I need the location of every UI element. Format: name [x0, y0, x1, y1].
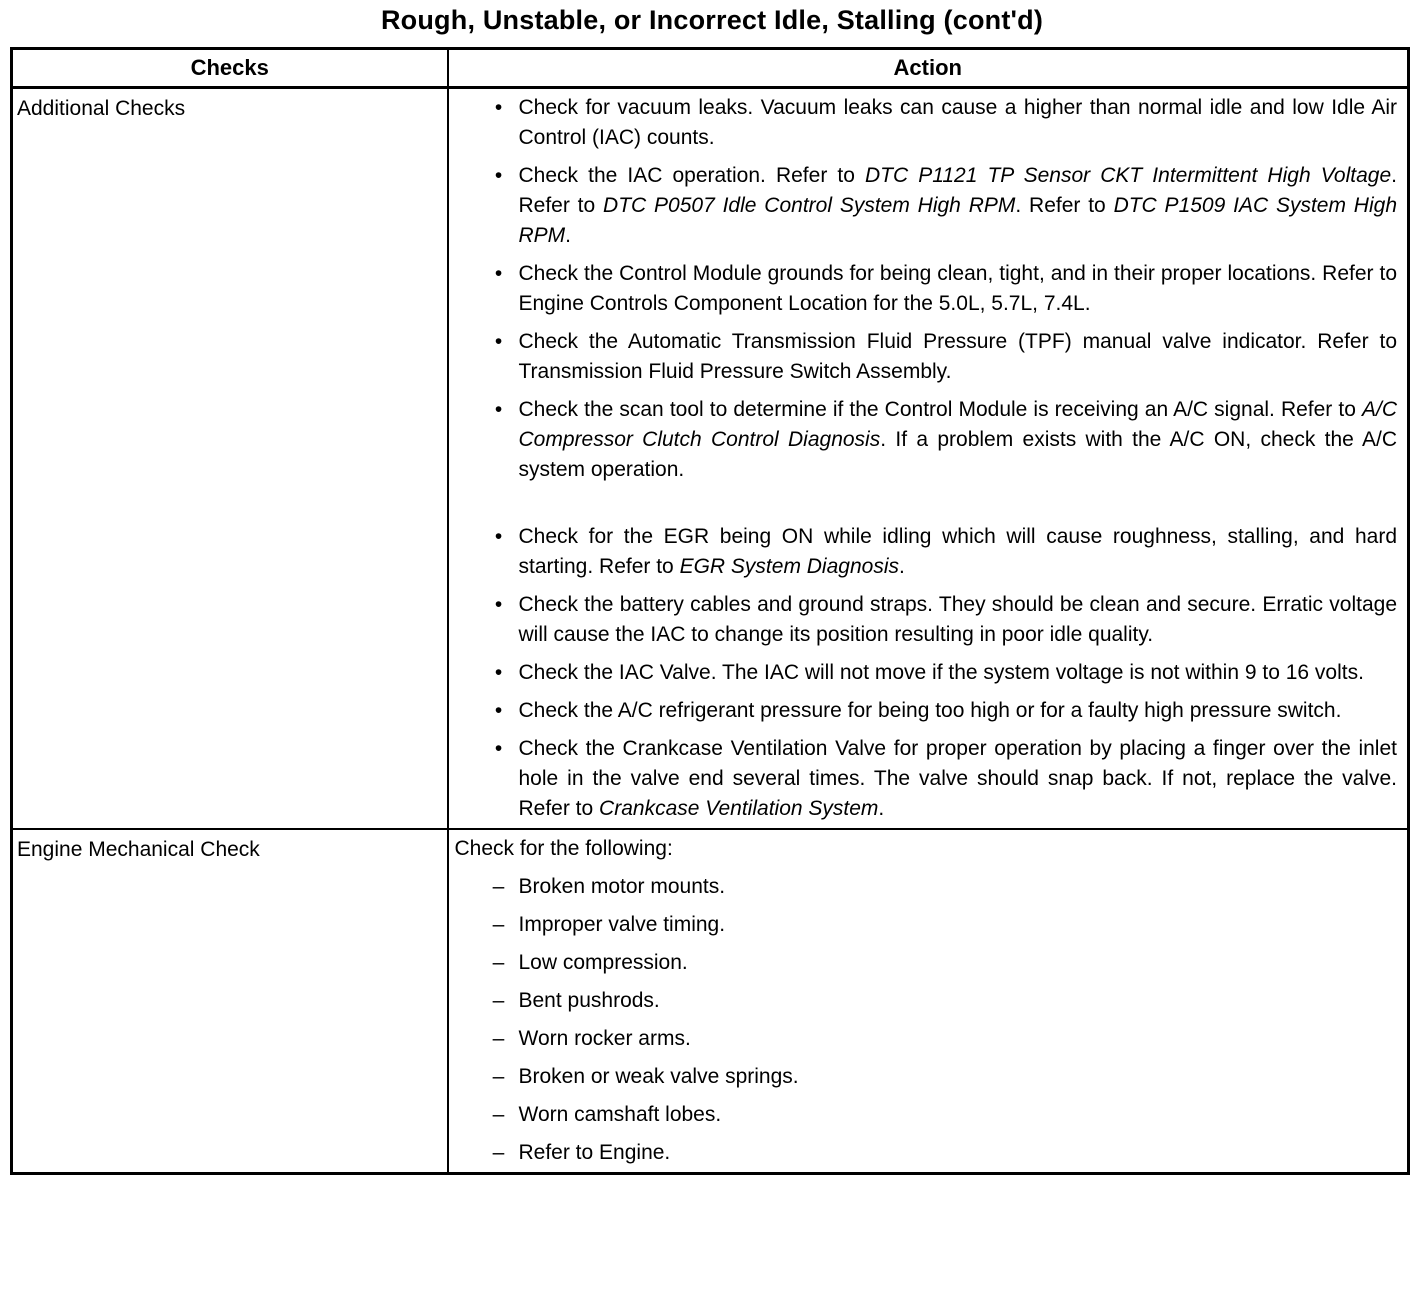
- reference-text: DTC P1509 IAC System High RPM: [518, 194, 1397, 247]
- item-text: . If a problem exists with the A/C ON, check the A/C system operation.: [518, 428, 1397, 481]
- item-text: Check for vacuum leaks. Vacuum leaks can cause a higher than normal idle and low Idle Air Control (IAC) counts.: [518, 96, 1397, 149]
- item-text: Check the battery cables and ground straps. They should be clean and secure. Erratic voltage will cause the IAC to change its position resulting in poor idle quality.: [518, 593, 1397, 646]
- item-text: Check for the EGR being ON while idling which will cause roughness, stalling, and hard starting. Refer to: [518, 525, 1397, 578]
- action-intro: Check for the following:: [454, 837, 673, 860]
- list-item: [453, 872, 1398, 902]
- check-cell: Engine Mechanical Check: [12, 829, 448, 1174]
- dash-marker: –: [492, 1141, 505, 1164]
- item-text: Check the IAC operation. Refer to: [518, 164, 865, 187]
- item-text: Broken motor mounts.: [518, 875, 726, 898]
- bullet-marker: •: [494, 164, 503, 187]
- table-row-engine-mechanical-check: [12, 829, 1409, 1174]
- reference-text: DTC P1121 TP Sensor CKT Intermittent High Voltage: [864, 164, 1392, 187]
- action-list: [453, 93, 1398, 824]
- list-item: [453, 1024, 1398, 1054]
- diagnostic-table: [10, 47, 1410, 1175]
- dash-marker: –: [492, 1027, 505, 1050]
- item-text: Check the scan tool to determine if the Control Module is receiving an A/C signal. Refer to: [518, 398, 1362, 421]
- dash-marker: –: [492, 989, 505, 1012]
- list-item: [453, 658, 1398, 688]
- list-item: [453, 1138, 1398, 1168]
- action-column-header: Action: [448, 49, 1409, 88]
- bullet-marker: •: [494, 96, 503, 119]
- item-text: .: [565, 224, 572, 247]
- list-item: [453, 93, 1398, 153]
- item-text: . Refer to: [1015, 194, 1114, 217]
- item-text: .: [878, 797, 885, 820]
- bullet-marker: •: [494, 398, 503, 421]
- item-text: Check the IAC Valve. The IAC will not move if the system voltage is not within 9 to 16 volts.: [518, 661, 1364, 684]
- list-item: [453, 259, 1398, 319]
- checks-column-header: Checks: [12, 49, 448, 88]
- bullet-marker: •: [494, 262, 503, 285]
- list-item: [453, 590, 1398, 650]
- bullet-marker: •: [494, 661, 503, 684]
- item-text: Improper valve timing.: [518, 913, 726, 936]
- item-text: Bent pushrods.: [518, 989, 660, 1012]
- action-cell: [448, 829, 1409, 1174]
- list-item: [453, 910, 1398, 940]
- dash-marker: –: [492, 1103, 505, 1126]
- bullet-marker: •: [494, 737, 503, 760]
- list-item: [453, 522, 1398, 582]
- check-cell: Additional Checks: [12, 88, 448, 830]
- table-header-row: [12, 49, 1409, 88]
- item-text: . Refer to: [518, 164, 1397, 217]
- item-text: Low compression.: [518, 951, 688, 974]
- list-item: [453, 948, 1398, 978]
- list-item: [453, 1100, 1398, 1130]
- list-item: [453, 986, 1398, 1016]
- dash-marker: –: [492, 875, 505, 898]
- item-text: Broken or weak valve springs.: [518, 1065, 799, 1088]
- item-text: Check the Crankcase Ventilation Valve for proper operation by placing a finger over the inlet hole in the valve end several times. The valve should snap back. If not, replace the valve. Refer to: [518, 737, 1397, 820]
- item-text: Check the Control Module grounds for being clean, tight, and in their proper locations. Refer to Engine Controls Component Location for the 5.0L, 5.7L, 7.4L.: [518, 262, 1397, 315]
- dash-marker: –: [492, 1065, 505, 1088]
- item-text: Refer to Engine.: [518, 1141, 671, 1164]
- list-item: [453, 1062, 1398, 1092]
- item-text: .: [898, 555, 905, 578]
- dash-marker: –: [492, 951, 505, 974]
- bullet-marker: •: [494, 525, 503, 548]
- action-cell: [448, 88, 1409, 830]
- bullet-marker: •: [494, 593, 503, 616]
- bullet-marker: •: [494, 699, 503, 722]
- reference-text: Crankcase Ventilation System: [599, 797, 879, 820]
- table-row-additional-checks: [12, 88, 1409, 830]
- reference-text: DTC P0507 Idle Control System High RPM: [603, 194, 1016, 217]
- list-item: [453, 327, 1398, 387]
- item-text: Worn camshaft lobes.: [518, 1103, 722, 1126]
- list-item: [453, 696, 1398, 726]
- reference-text: EGR System Diagnosis: [679, 555, 899, 578]
- action-list: [453, 872, 1398, 1168]
- item-text: Check the A/C refrigerant pressure for being too high or for a faulty high pressure switch.: [518, 699, 1342, 722]
- item-text: Check the Automatic Transmission Fluid Pressure (TPF) manual valve indicator. Refer to Transmission Fluid Pressure Switch Assembly.: [518, 330, 1397, 383]
- item-text: Worn rocker arms.: [518, 1027, 691, 1050]
- bullet-marker: •: [494, 330, 503, 353]
- list-item: [453, 395, 1398, 485]
- reference-text: A/C Compressor Clutch Control Diagnosis: [518, 398, 1397, 451]
- list-item: [453, 161, 1398, 251]
- list-item: [453, 734, 1398, 824]
- dash-marker: –: [492, 913, 505, 936]
- page-title: Rough, Unstable, or Incorrect Idle, Stalling (cont'd): [380, 5, 1044, 35]
